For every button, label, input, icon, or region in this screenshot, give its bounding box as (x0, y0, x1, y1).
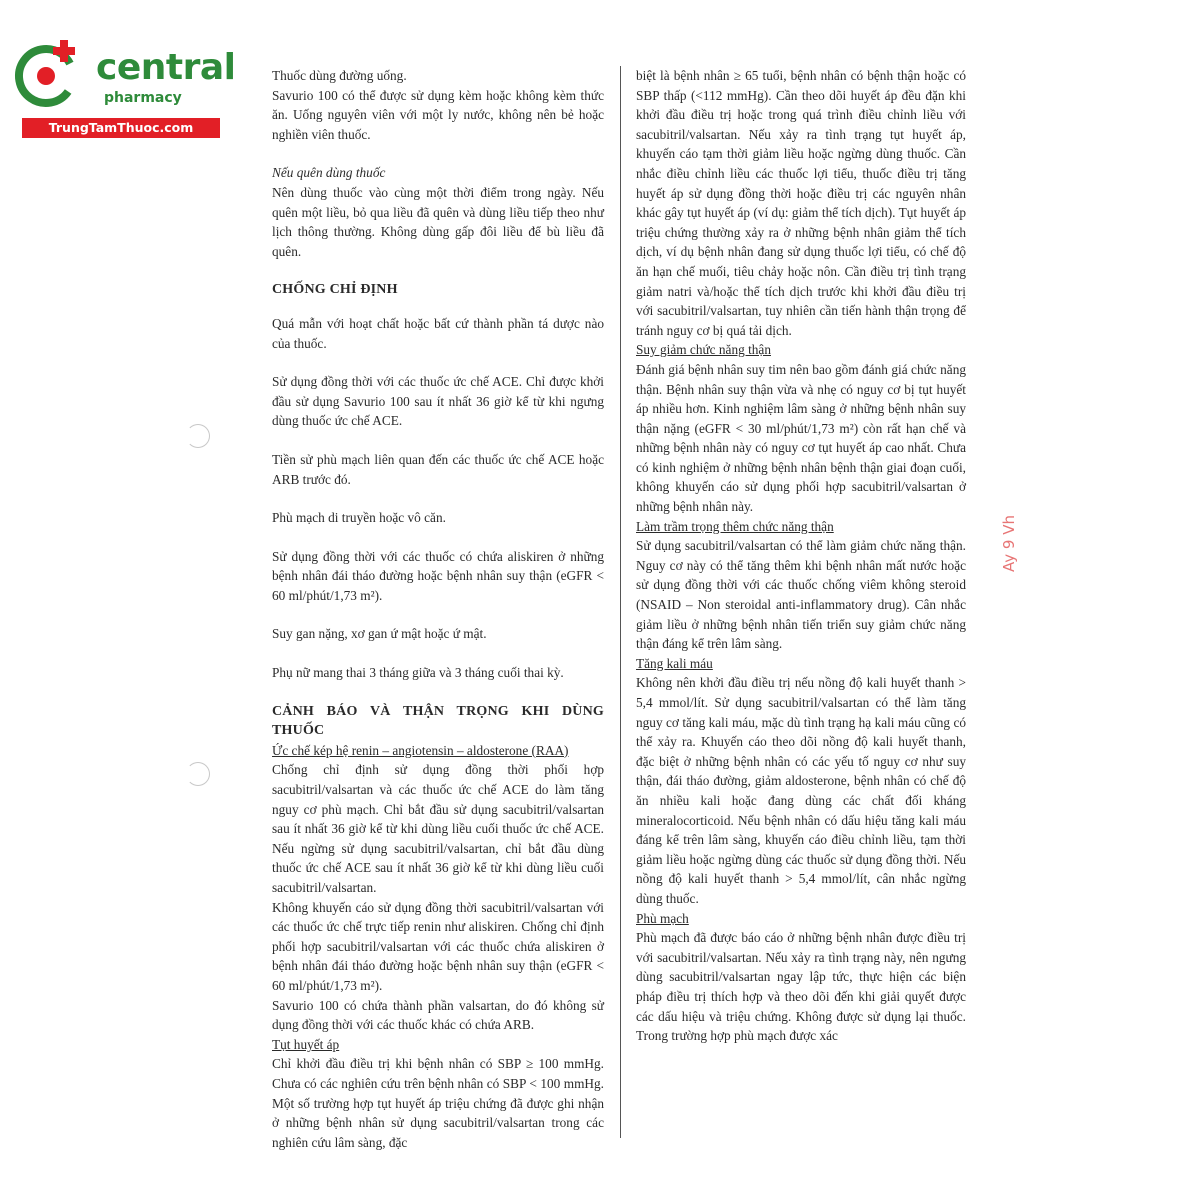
paragraph: Chỉ khởi đầu điều trị khi bệnh nhân có SBP ≥ 100 mmHg. Chưa có các nghiên cứu trên bệnh nhân có SBP < 100 mmHg. Một số trường hợp tụt huyết áp triệu chứng đã được ghi nhận ở những bệnh nhân sử dụng sacubitril/valsartan trong các nghiên cứu lâm sàng, đặc (272, 1056, 604, 1150)
underlined-subheading: Tăng kali máu (636, 655, 713, 671)
punch-hole (186, 762, 210, 786)
brand-logo (10, 36, 236, 136)
paragraph: Không nên khởi đầu điều trị nếu nồng độ kali huyết thanh > 5,4 mmol/lít. Sử dụng sacubitril/valsartan có thể làm tăng nguy cơ tăng kali máu, mặc dù tình trạng hạ kali máu cũng có thể xảy ra. Khuyến cáo theo dõi nồng độ kali huyết thanh, đặc biệt ở những bệnh nhân có các yếu tố nguy cơ như suy thận, đái tháo đường, giảm aldosterone, bệnh nhân có chế độ ăn nhiều kali hoặc đang dùng các chất đối kháng mineralocorticoid. Nếu bệnh nhân có dấu hiệu tăng kali máu đáng kể trên lâm sàng, khuyến cáo điều chỉnh liều, tạm thời giảm liều hoặc ngừng dùng các thuốc sử dụng đồng thời. Nếu nồng độ kali huyết thanh > 5,4 mmol/lít, cân nhắc ngừng dùng thuốc. (636, 675, 966, 906)
brand-subtitle: pharmacy (104, 90, 182, 106)
section-heading: CẢNH BÁO VÀ THẬN TRỌNG KHI DÙNG THUỐC (272, 703, 604, 739)
underlined-subheading: Phù mạch (636, 910, 689, 926)
underlined-subheading: Suy giảm chức năng thận (636, 342, 771, 358)
section-heading: CHỐNG CHỈ ĐỊNH (272, 282, 398, 298)
underlined-subheading: Làm trầm trọng thêm chức năng thận (636, 518, 834, 534)
margin-stamp: Ay 9 Vh (1000, 515, 1018, 572)
paragraph: Phù mạch di truyền hoặc vô căn. (272, 510, 446, 526)
paragraph: Quá mẫn với hoạt chất hoặc bất cứ thành phần tá dược nào của thuốc. (272, 315, 604, 351)
underlined-subheading: Tụt huyết áp (272, 1036, 340, 1052)
paragraph: Không khuyến cáo sử dụng đồng thời sacubitril/valsartan với các thuốc ức chế trực tiếp renin như aliskiren. Chống chỉ định phối hợp sacubitril/valsartan với các thuốc chứa aliskiren ở bệnh nhân đái tháo đường hoặc bệnh nhân suy thận (eGFR < 60 ml/phút/1,73 m²). (272, 899, 604, 993)
paragraph: Thuốc dùng đường uống. (272, 68, 407, 83)
paragraph: Tiền sử phù mạch liên quan đến các thuốc ức chế ACE hoặc ARB trước đó. (272, 451, 604, 487)
paragraph: Suy gan nặng, xơ gan ứ mật hoặc ứ mật. (272, 626, 487, 642)
brand-banner[interactable]: TrungTamThuoc.com (22, 118, 220, 138)
paragraph: Chống chỉ định sử dụng đồng thời phối hợp sacubitril/valsartan và các thuốc ức chế ACE do làm tăng nguy cơ phù mạch. Chỉ bắt đầu sử dụng sacubitril/valsartan sau ít nhất 36 giờ kể từ khi dùng liều cuối thuốc ức chế ACE. Nếu ngừng sử dụng sacubitril/valsartan, chỉ bắt đầu dùng thuốc ức chế ACE sau ít nhất 36 giờ kể từ khi dùng liều cuối sacubitril/valsartan. (272, 762, 604, 895)
underlined-subheading: Ức chế kép hệ renin – angiotensin – aldosterone (RAA) (272, 742, 569, 758)
punch-hole (186, 424, 210, 448)
paragraph: biệt là bệnh nhân ≥ 65 tuổi, bệnh nhân có bệnh thận hoặc có SBP thấp (<112 mmHg). Cần theo dõi huyết áp đều đặn khi khởi đầu điều trị hoặc trong quá trình điều chỉnh liều với sacubitril/valsartan. Nếu xảy ra tình trạng tụt huyết áp, khuyến cáo tạm thời giảm liều hoặc ngừng dùng thuốc. Cần nhắc điều chỉnh liều các thuốc lợi tiểu, thuốc điều trị tăng huyết áp sử dụng đồng thời hoặc điều trị các nguyên nhân khác gây tụt huyết áp (ví dụ: giảm thể tích dịch). Tụt huyết áp triệu chứng thường xảy ra ở những bệnh nhân giảm thể tích dịch, ví dụ bệnh nhân đang sử dụng thuốc lợi tiểu, có chế độ ăn hạn chế muối, tiêu chảy hoặc nôn. Cần điều trị tình trạng giảm natri và/hoặc thể tích dịch trước khi khởi đầu điều trị với sacubitril/valsartan, tuy nhiên cần tiến hành thận trọng để tránh nguy cơ bị quá tải dịch. (636, 68, 966, 338)
paragraph: Nên dùng thuốc vào cùng một thời điểm trong ngày. Nếu quên một liều, bỏ qua liều đã quên và dùng liều tiếp theo như lịch thông thường. Không dùng gấp đôi liều để bù liều đã quên. (272, 184, 604, 259)
paragraph: Savurio 100 có thể được sử dụng kèm hoặc không kèm thức ăn. Uống nguyên viên với một ly nước, không nên bẻ hoặc nghiền viên thuốc. (272, 87, 604, 142)
paragraph: Savurio 100 có chứa thành phần valsartan, do đó không sử dụng đồng thời với các thuốc khác có chứa ARB. (272, 997, 604, 1033)
paragraph: Đánh giá bệnh nhân suy tim nên bao gồm đánh giá chức năng thận. Bệnh nhân suy thận vừa và nhẹ có nguy cơ bị tụt huyết áp nhiều hơn. Kinh nghiệm lâm sàng ở những bệnh nhân suy thận nặng (eGFR < 30 ml/phút/1,73 m²) còn rất hạn chế và những bệnh nhân này có nguy cơ tụt huyết áp cao nhất. Chưa có kinh nghiệm ở những bệnh nhân bệnh thận giai đoạn cuối, không khuyến cáo sử dụng phối hợp sacubitril/valsartan ở những bệnh nhân này. (636, 361, 966, 515)
paragraph: Sử dụng sacubitril/valsartan có thể làm giảm chức năng thận. Nguy cơ này có thể tăng thêm khi bệnh nhân mất nước hoặc sử dụng đồng thời với các thuốc chống viêm không steroid (NSAID – Non steroidal anti-inflammatory drug). Cân nhắc giảm liều ở những bệnh nhân tiến triển suy giảm chức năng thận đáng kể trên lâm sàng. (636, 538, 966, 652)
paragraph: Phụ nữ mang thai 3 tháng giữa và 3 tháng cuối thai kỳ. (272, 665, 564, 681)
paragraph: Sử dụng đồng thời với các thuốc ức chế ACE. Chỉ được khởi đầu sử dụng Savurio 100 sau ít nhất 36 giờ kể từ khi ngưng dùng thuốc ức chế ACE. (272, 374, 604, 429)
right-text-column (636, 66, 966, 1046)
paragraph: Sử dụng đồng thời với các thuốc có chứa aliskiren ở những bệnh nhân đái tháo đường hoặc bệnh nhân suy thận (eGFR < 60 ml/phút/1,73 m²). (272, 548, 604, 603)
left-text-column (272, 66, 604, 1152)
italic-subheading: Nếu quên dùng thuốc (272, 165, 386, 181)
paragraph: Phù mạch đã được báo cáo ở những bệnh nhân được điều trị với sacubitril/valsartan. Nếu xảy ra tình trạng này, nên ngưng dùng sacubitril/valsartan ngay lập tức, thực hiện các biện pháp điều trị thích hợp và theo dõi đến khi giải quyết được các dấu hiệu và triệu chứng. Không được sử dụng lại thuốc. Trong trường hợp phù mạch được xác (636, 930, 966, 1044)
central-pharmacy-logo-icon (10, 36, 86, 112)
brand-name: central (96, 47, 236, 88)
column-divider (620, 66, 621, 1138)
